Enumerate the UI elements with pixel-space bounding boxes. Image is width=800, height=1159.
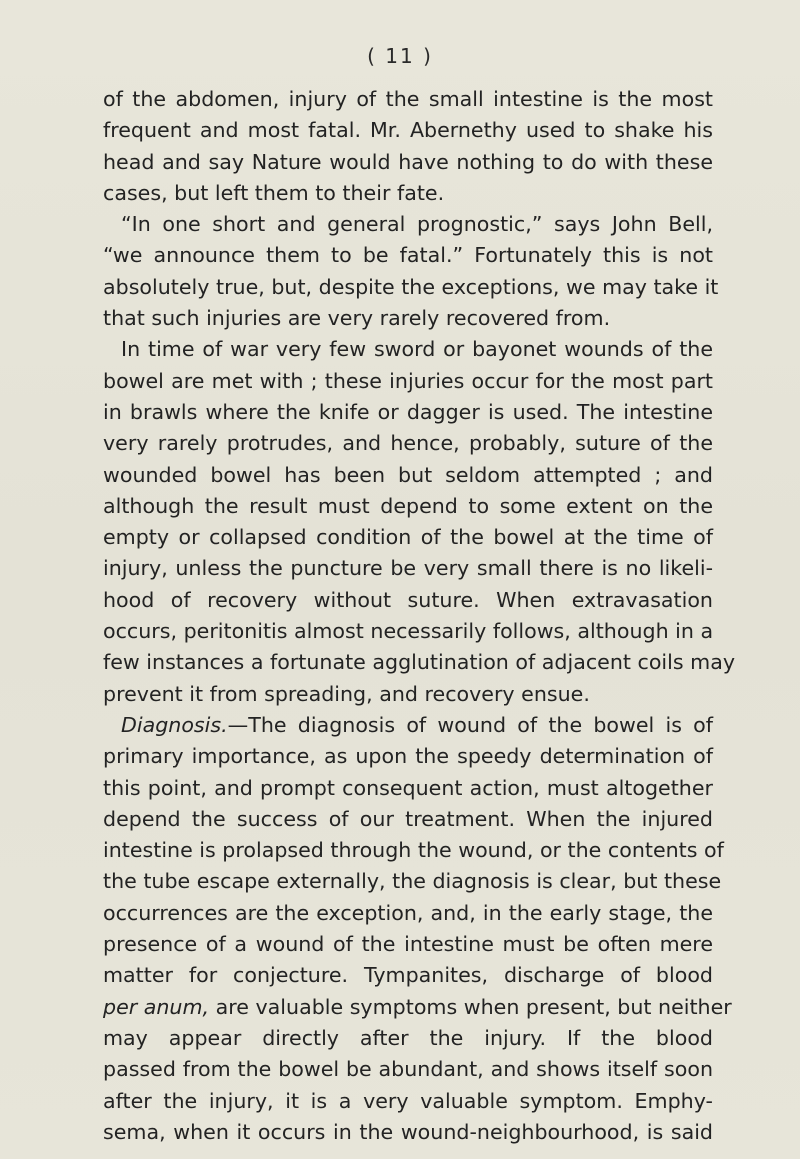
text-line: few instances a fortunate agglutination of adjacent coils may — [103, 650, 736, 675]
text-line: of the abdomen, injury of the small intestine is the most — [103, 87, 713, 111]
text-line: hood of recovery without suture. When extravasation — [103, 587, 713, 612]
text-line: in brawls where the knife or dagger is used. The intestine — [103, 399, 713, 424]
text-line: that such injuries are very rarely recovered from. — [103, 306, 611, 331]
text-line: empty or collapsed condition of the bowel at the time of — [103, 525, 713, 550]
text-line: bowel are met with ; these injuries occur for the most part — [103, 368, 713, 393]
text-line: although the result must depend to some extent on the — [103, 493, 713, 518]
text-line: the tube escape externally, the diagnosis is clear, but these — [103, 869, 722, 894]
text-line: frequent and most fatal. Mr. Abernethy used to shake his — [103, 118, 713, 143]
page-number: ( 11 ) — [367, 44, 433, 68]
text-line: may appear directly after the injury. If the blood — [103, 1025, 713, 1050]
text-line: injury, unless the puncture be very small there is no likeli- — [103, 556, 713, 581]
text-line: depend the success of our treatment. When the injured — [103, 806, 713, 831]
text-line: this point, and prompt consequent action, must altogether — [103, 775, 713, 800]
text-line: very rarely protrudes, and hence, probably, suture of the — [103, 431, 713, 456]
text-line — [103, 992, 732, 1023]
text-line: primary importance, as upon the speedy determination of — [103, 744, 713, 769]
text-line: prevent it from spreading, and recovery ensue. — [103, 681, 590, 706]
text-line: after the injury, it is a very valuable symptom. Emphy- — [103, 1088, 713, 1113]
text-line: occurrences are the exception, and, in the early stage, the — [103, 900, 713, 925]
text-line: presence of a wound of the intestine must be often mere — [103, 932, 713, 957]
text-fragment: The diagnosis of wound of the bowel is of — [248, 712, 713, 737]
text-line: In time of war very few sword or bayonet wounds of the — [121, 337, 713, 362]
text-line: cases, but left them to their fate. — [103, 180, 445, 205]
em-dash: — — [227, 712, 249, 737]
text-line: matter for conjecture. Tympanites, discharge of blood — [103, 963, 713, 988]
text-line — [103, 710, 713, 741]
italic-per-anum: per anum, — [103, 994, 210, 1019]
text-line: “we announce them to be fatal.” Fortunately this is not — [103, 243, 713, 268]
text-line: absolutely true, but, despite the exceptions, we may take it — [103, 274, 719, 299]
section-heading-diagnosis: Diagnosis. — [121, 712, 228, 737]
body-text — [103, 84, 736, 1148]
text-line: “In one short and general prognostic,” says John Bell, — [121, 212, 713, 237]
text-line: passed from the bowel be abundant, and shows itself soon — [103, 1057, 713, 1082]
text-line: sema, when it occurs in the wound-neighbourhood, is said — [103, 1119, 713, 1144]
text-line: occurs, peritonitis almost necessarily follows, although in a — [103, 619, 714, 644]
text-line: wounded bowel has been but seldom attempted ; and — [103, 462, 713, 487]
text-line: intestine is prolapsed through the wound, or the contents of — [103, 838, 724, 863]
text-line: head and say Nature would have nothing to do with these — [103, 149, 713, 174]
text-fragment: are valuable symptoms when present, but neither — [215, 994, 732, 1019]
